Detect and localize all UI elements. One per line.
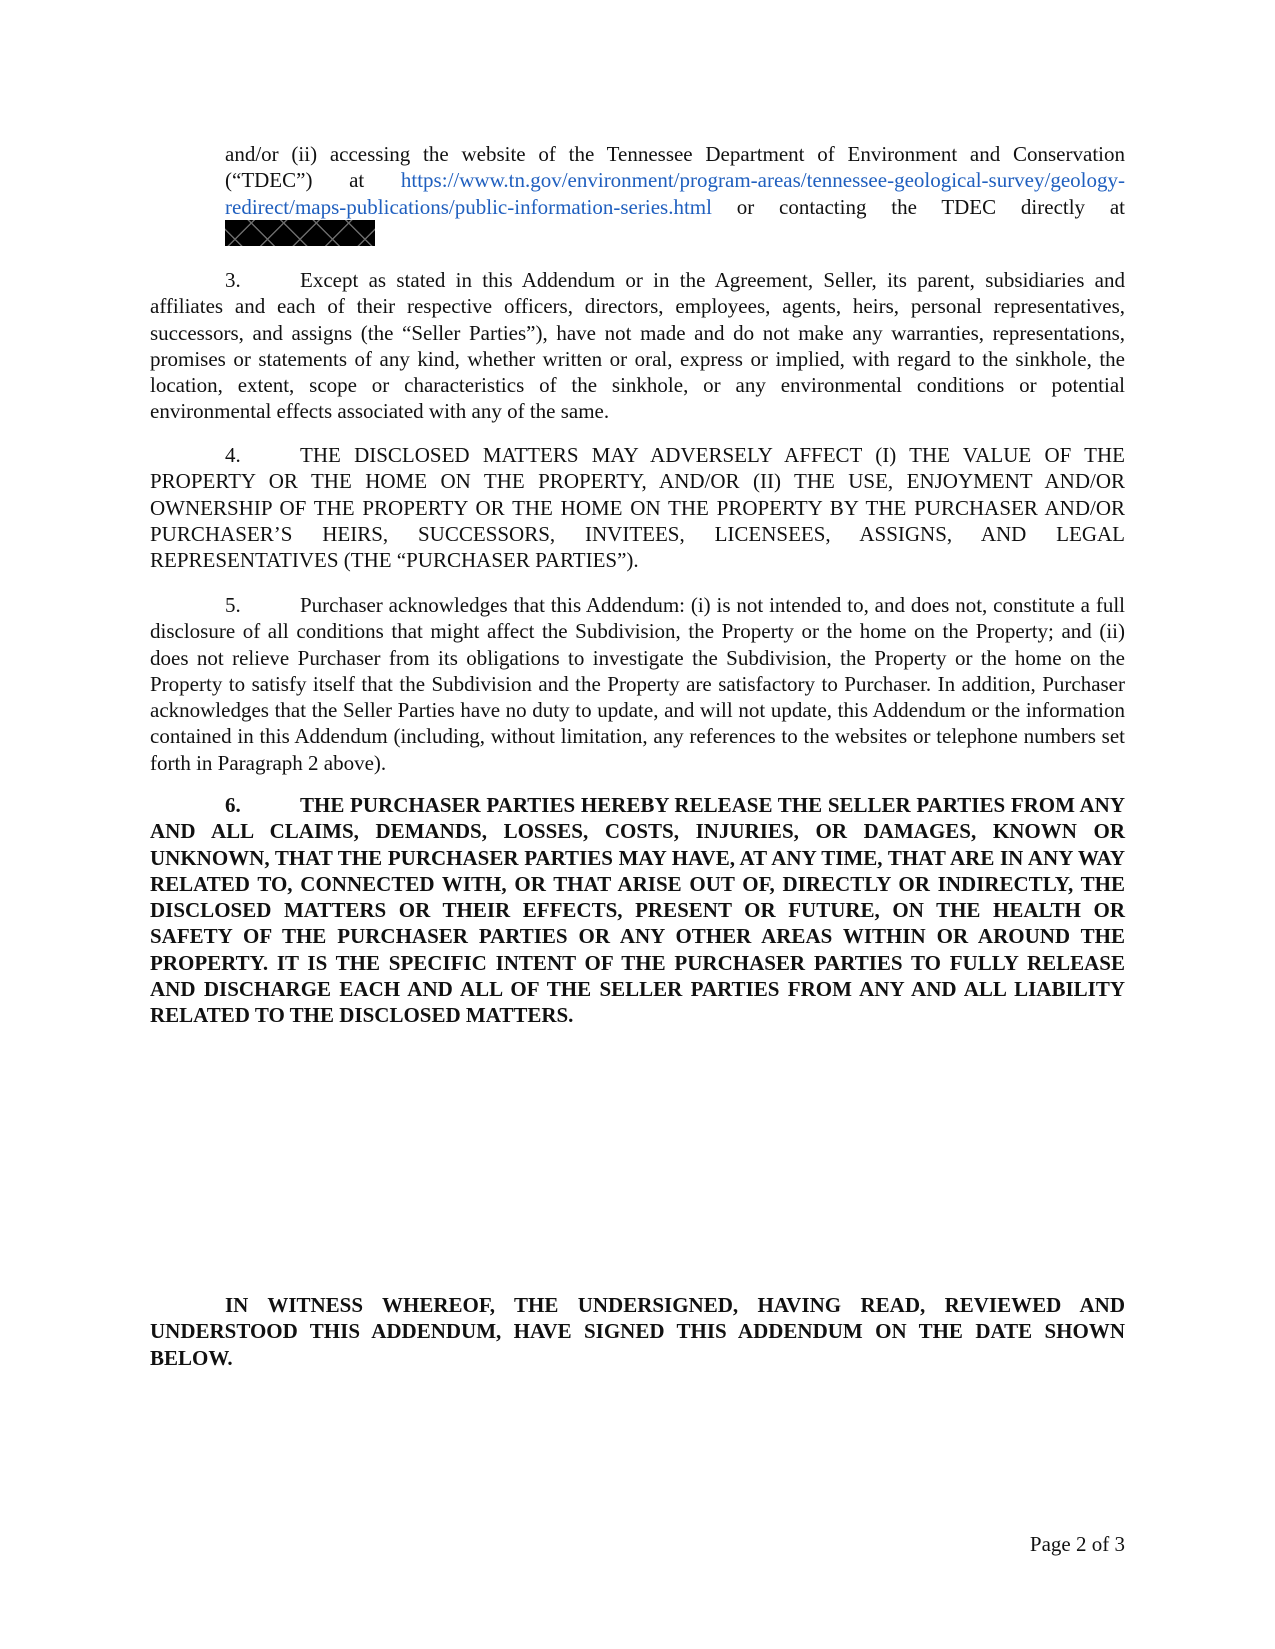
paragraph-number: 6. [225, 793, 241, 817]
tdec-website-link[interactable]: https://www.tn.gov/environment/program-areas/tennessee-geological-survey/geology-redirect/maps-publications/public-information-series.html [225, 168, 1125, 219]
page-number: Page 2 of 3 [1029, 1532, 1125, 1556]
continuation-text-after-link: or contacting the TDEC directly at [711, 194, 1125, 219]
paragraph-text: Except as stated in this Addendum or in the Agreement, Seller, its parent, subsidiaries and affiliates and each of their respective officers, directors, employees, agents, heirs, personal representatives, successors, and assigns (the “Seller Parties”), have not made and do not make any warranties, representations, promises or statements of any kind, whether written or oral, express or implied, with regard to the sinkhole, the location, extent, scope or characteristics of the sinkhole, or any environmental conditions or potential environmental effects associated with any of the same. [150, 268, 1125, 424]
paragraph-3 [150, 267, 1125, 425]
paragraph-5 [150, 592, 1125, 776]
paragraph-number: 3. [225, 268, 241, 292]
witness-clause: IN WITNESS WHEREOF, THE UNDERSIGNED, HAVING READ, REVIEWED AND UNDERSTOOD THIS ADDENDUM, HAVE SIGNED THIS ADDENDUM ON THE DATE SHOWN BELOW. [150, 1293, 1125, 1370]
paragraph-text: THE DISCLOSED MATTERS MAY ADVERSELY AFFECT (I) THE VALUE OF THE PROPERTY OR THE HOME ON THE PROPERTY, AND/OR (II) THE USE, ENJOYMENT AND/OR OWNERSHIP OF THE PROPERTY OR THE HOME ON THE PROPERTY BY THE PURCHASER AND/OR PURCHASER’S HEIRS, SUCCESSORS, INVITEES, LICENSEES, ASSIGNS, AND LEGAL REPRESENTATIVES (THE “PURCHASER PARTIES”). [150, 443, 1125, 573]
paragraph-text: Purchaser acknowledges that this Addendum: (i) is not intended to, and does not, constitute a full disclosure of all conditions that might affect the Subdivision, the Property or the home on the Property; and (ii) does not relieve Purchaser from its obligations to investigate the Subdivision, the Property or the home on the Property to satisfy itself that the Subdivision and the Property are satisfactory to Purchaser. In addition, Purchaser acknowledges that the Seller Parties have no duty to update, and will not update, this Addendum or the information contained in this Addendum (including, without limitation, any references to the websites or telephone numbers set forth in Paragraph 2 above). [150, 593, 1125, 775]
redaction-box [225, 220, 375, 246]
continuation-text: and/or (ii) accessing the website of the Tennessee Department of Environment and Conservation (“TDEC”) at [225, 142, 1125, 193]
paragraph-6-release [150, 792, 1125, 1029]
continuation-paragraph [225, 141, 1125, 246]
paragraph-number: 4. [225, 443, 241, 467]
paragraph-number: 5. [225, 593, 241, 617]
paragraph-text: THE PURCHASER PARTIES HEREBY RELEASE THE SELLER PARTIES FROM ANY AND ALL CLAIMS, DEMANDS, LOSSES, COSTS, INJURIES, OR DAMAGES, KNOWN OR UNKNOWN, THAT THE PURCHASER PARTIES MAY HAVE, AT ANY TIME, THAT ARE IN ANY WAY RELATED TO, CONNECTED WITH, OR THAT ARISE OUT OF, DIRECTLY OR INDIRECTLY, THE DISCLOSED MATTERS OR THEIR EFFECTS, PRESENT OR FUTURE, ON THE HEALTH OR SAFETY OF THE PURCHASER PARTIES OR ANY OTHER AREAS WITHIN OR AROUND THE PROPERTY. IT IS THE SPECIFIC INTENT OF THE PURCHASER PARTIES TO FULLY RELEASE AND DISCHARGE EACH AND ALL OF THE SELLER PARTIES FROM ANY AND ALL LIABILITY RELATED TO THE DISCLOSED MATTERS. [150, 793, 1125, 1028]
paragraph-4 [150, 442, 1125, 573]
